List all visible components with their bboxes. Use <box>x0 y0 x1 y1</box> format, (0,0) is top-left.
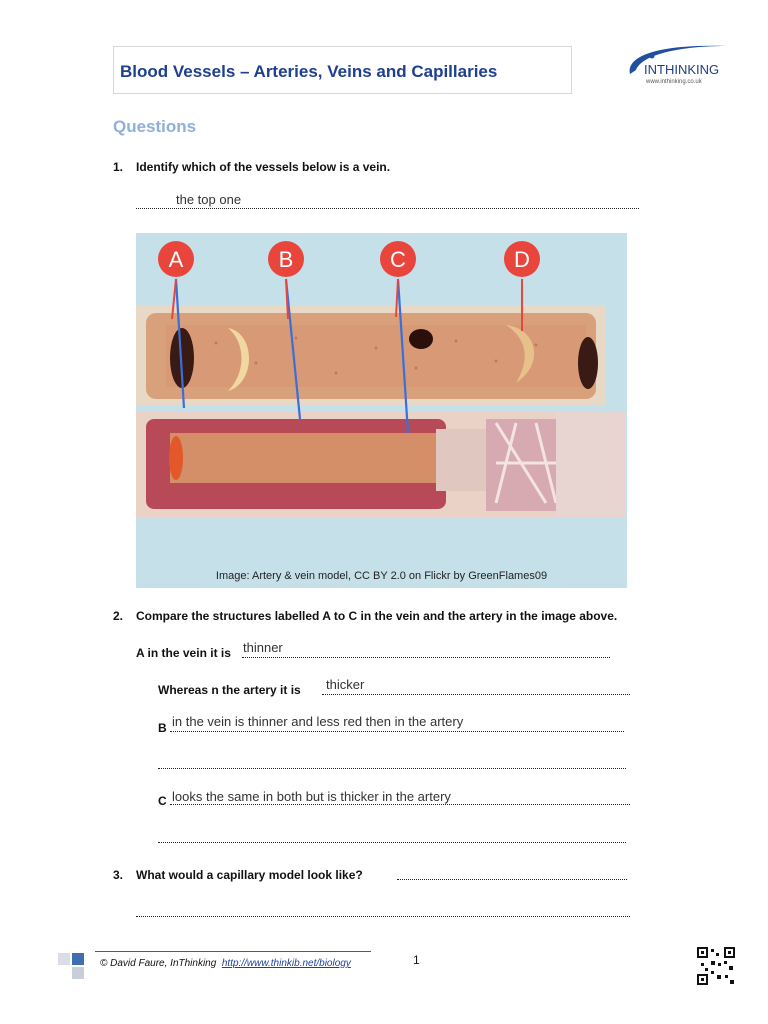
image-caption: Image: Artery & vein model, CC BY 2.0 on Flickr by GreenFlames09 <box>215 570 548 582</box>
section-heading: Questions <box>113 117 197 136</box>
logo-url: www.inthinking.co.uk <box>646 79 702 85</box>
figure-label-b: B <box>278 247 294 272</box>
footer-copyright: © David Faure, InThinking <box>100 958 217 969</box>
q3-text: What would a capillary model look like? <box>136 868 363 882</box>
qr-code-icon <box>697 947 735 985</box>
q3-line-2[interactable] <box>136 916 630 917</box>
page-title: Blood Vessels – Arteries, Veins and Capillaries <box>120 62 498 81</box>
footer-text <box>100 958 351 969</box>
q1-answer-line <box>136 208 639 209</box>
figure-label-a: A <box>168 247 184 272</box>
figure-label-c: C <box>390 247 406 272</box>
artery-vein-image <box>136 233 627 588</box>
q2-c-line <box>170 804 630 805</box>
q2-a-vein-label: A in the vein it is <box>136 646 231 660</box>
q2-b-label: B <box>158 721 167 735</box>
q2-c-line-2 <box>158 842 626 843</box>
q2-a-vein-line <box>242 657 610 658</box>
q1-text: Identify which of the vessels below is a vein. <box>136 160 391 174</box>
footer-link[interactable]: http://www.thinkib.net/biology <box>221 958 351 969</box>
q2-a-artery-line <box>322 694 630 695</box>
q2-c-answer[interactable]: looks the same in both but is thicker in the artery <box>172 789 451 804</box>
q2-b-answer[interactable]: in the vein is thinner and less red then in the artery <box>172 714 464 729</box>
q1-answer[interactable]: the top one <box>176 192 242 207</box>
q3-line-1[interactable] <box>397 879 627 880</box>
q2-text: Compare the structures labelled A to C in the vein and the artery in the image above. <box>136 609 618 623</box>
footer-rule <box>95 951 371 952</box>
q2-number: 2. <box>113 609 124 623</box>
logo-wordmark: INTHINKING <box>644 62 720 77</box>
q3-number: 3. <box>113 868 124 882</box>
page-number: 1 <box>413 953 420 967</box>
inthinking-logo <box>622 40 732 86</box>
q2-b-line <box>170 731 624 732</box>
q1-number: 1. <box>113 160 124 174</box>
figure-label-d: D <box>514 247 530 272</box>
q2-b-line-2 <box>158 768 626 769</box>
q2-a-artery-label: Whereas n the artery it is <box>158 683 301 697</box>
q2-a-artery-answer[interactable]: thicker <box>326 677 365 692</box>
q2-a-vein-answer[interactable]: thinner <box>243 640 283 655</box>
footer-squares <box>58 953 86 983</box>
q2-c-label: C <box>158 794 167 808</box>
